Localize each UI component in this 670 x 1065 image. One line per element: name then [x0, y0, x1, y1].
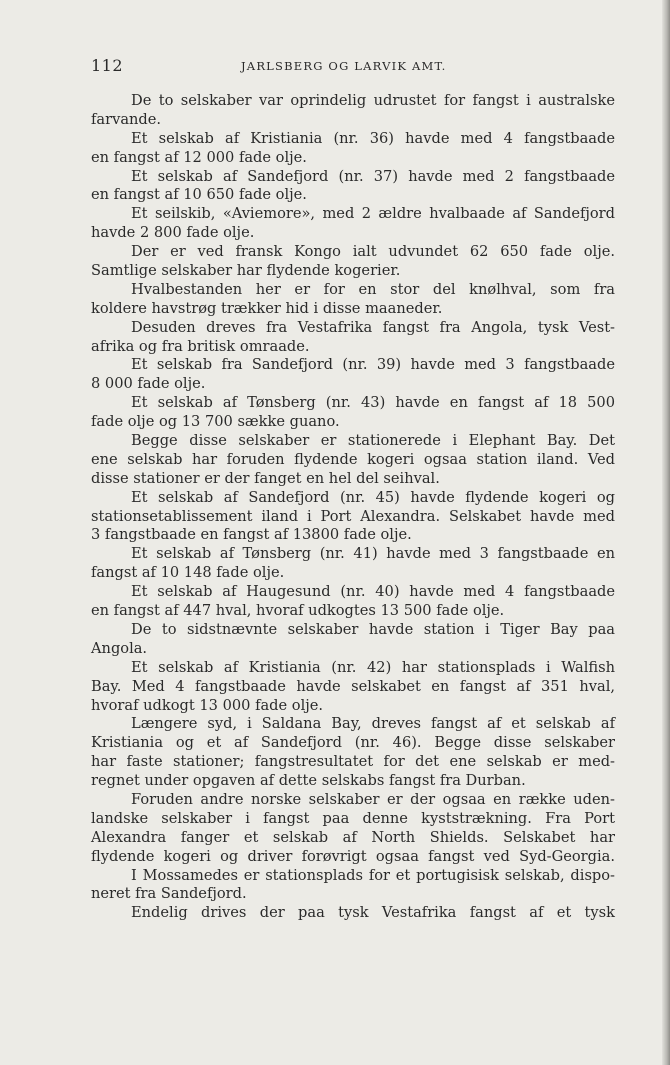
text-line: Begge disse selskaber er stationerede i Elephant Bay. Det: [131, 432, 615, 450]
text-line: Hvalbestanden her er for en stor del knølhval, som fra: [131, 280, 615, 298]
text-line: stationsetablissement iland i Port Alexandra. Selskabet havde med: [91, 507, 615, 525]
text-line: en fangst af 447 hval, hvoraf udkogtes 13 500 fade olje.: [91, 602, 505, 620]
text-line: fade olje og 13 700 sække guano.: [91, 413, 340, 431]
text-line: farvande.: [91, 110, 162, 128]
text-line: en fangst af 12 000 fade olje.: [91, 148, 307, 166]
text-line: fangst af 10 148 fade olje.: [91, 564, 285, 582]
text-line: 8 000 fade olje.: [91, 375, 206, 393]
text-line: koldere havstrøg trækker hid i disse maaneder.: [91, 299, 443, 317]
text-line: har faste stationer; fangstresultatet for det ene selskab er med-: [91, 753, 615, 771]
text-line: Bay. Med 4 fangstbaade havde selskabet en fangst af 351 hval,: [91, 677, 615, 695]
text-line: Længere syd, i Saldana Bay, dreves fangst af et selskab af: [131, 715, 615, 733]
text-line: disse stationer er der fanget en hel del seihval.: [91, 469, 440, 487]
text-line: 3 fangstbaade en fangst af 13800 fade olje.: [91, 526, 412, 544]
text-line: Et selskab af Sandefjord (nr. 45) havde flydende kogeri og: [131, 488, 615, 506]
text-line: Kristiania og et af Sandefjord (nr. 46). Begge disse selskaber: [91, 734, 615, 752]
text-line: Angola.: [91, 639, 148, 657]
text-line: havde 2 800 fade olje.: [91, 224, 255, 242]
text-line: Desuden dreves fra Vestafrika fangst fra Angola, tysk Vest-: [131, 318, 615, 336]
text-line: neret fra Sandefjord.: [91, 885, 247, 903]
text-line: flydende kogeri og driver forøvrigt ogsaa fangst ved Syd-Georgia.: [91, 847, 615, 865]
text-line: Et selskab af Haugesund (nr. 40) havde med 4 fangstbaade: [131, 583, 615, 601]
text-line: Der er ved fransk Kongo ialt udvundet 62 650 fade olje.: [131, 243, 615, 261]
text-line: I Mossamedes er stationsplads for et portugisisk selskab, dispo-: [131, 866, 615, 884]
text-line: Endelig drives der paa tysk Vestafrika fangst af et tysk: [131, 904, 615, 922]
text-line: Alexandra fanger et selskab af North Shields. Selskabet har: [91, 828, 615, 846]
text-line: De to sidstnævnte selskaber havde station i Tiger Bay paa: [131, 620, 615, 638]
text-line: Et selskab af Kristiania (nr. 36) havde med 4 fangstbaade: [131, 129, 615, 147]
text-line: Samtlige selskaber har flydende kogerier.: [91, 262, 401, 280]
text-line: landske selskaber i fangst paa denne kyststrækning. Fra Port: [91, 809, 615, 827]
text-line: Et selskab af Tønsberg (nr. 41) havde med 3 fangstbaade en: [131, 545, 615, 563]
text-line: De to selskaber var oprindelig udrustet for fangst i australske: [131, 92, 615, 109]
page-edge-shadow: [662, 0, 670, 1065]
body-text: [91, 92, 615, 923]
text-line: ene selskab har foruden flydende kogeri ogsaa station iland. Ved: [91, 450, 615, 468]
running-head: JARLSBERG OG LARVIK AMT.: [241, 59, 447, 73]
text-line: Et seilskib, «Aviemore», med 2 ældre hvalbaade af Sandefjord: [131, 205, 615, 223]
text-line: en fangst af 10 650 fade olje.: [91, 186, 307, 204]
text-line: hvoraf udkogt 13 000 fade olje.: [91, 696, 324, 714]
text-line: Et selskab fra Sandefjord (nr. 39) havde med 3 fangstbaade: [131, 356, 615, 374]
text-line: afrika og fra britisk omraade.: [91, 337, 310, 355]
text-line: Et selskab af Tønsberg (nr. 43) havde en fangst af 18 500: [131, 394, 615, 412]
page-header: [91, 56, 607, 78]
text-line: Et selskab af Kristiania (nr. 42) har stationsplads i Walfish: [131, 658, 615, 676]
page-number: 112: [91, 56, 124, 75]
text-line: regnet under opgaven af dette selskabs fangst fra Durban.: [91, 772, 526, 790]
text-line: Et selskab af Sandefjord (nr. 37) havde med 2 fangstbaade: [131, 167, 615, 185]
text-line: Foruden andre norske selskaber er der ogsaa en række uden-: [131, 790, 615, 808]
